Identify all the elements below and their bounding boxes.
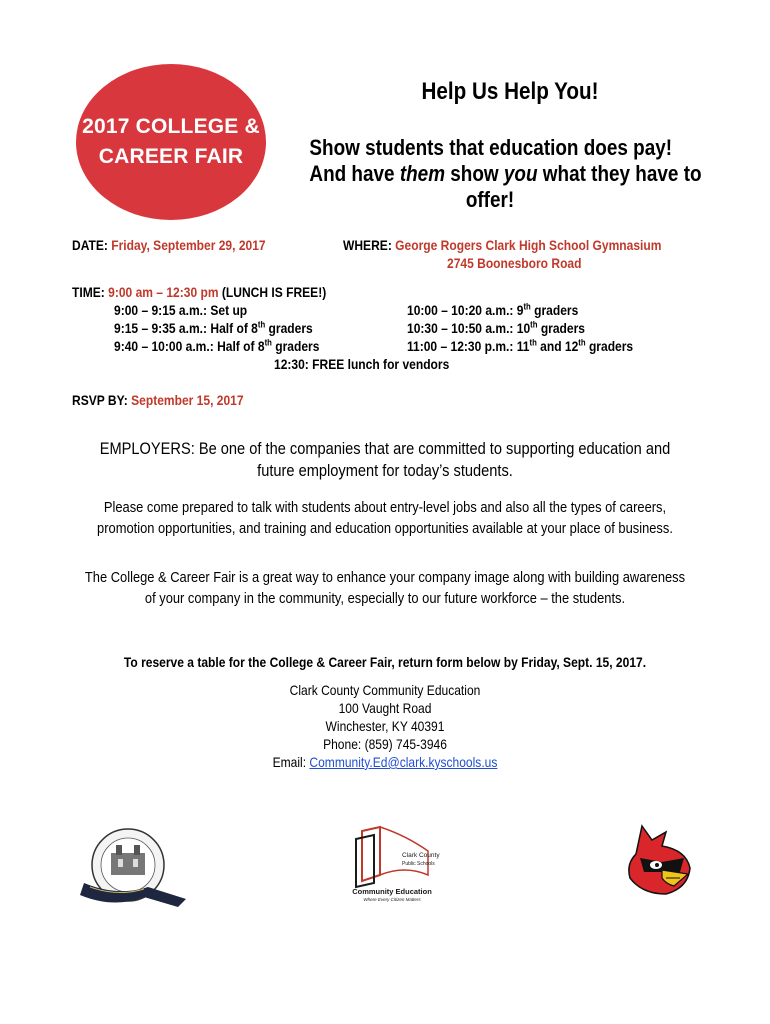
community-education-logo-icon: [350, 825, 440, 903]
contact-email-line: [213, 753, 557, 771]
where-address: 2745 Boonesboro Road: [447, 255, 582, 271]
logo-line-2: CAREER FAIR: [98, 145, 244, 168]
event-time: [72, 283, 326, 301]
fair-line-2: of your company in the community, especially to our future workforce – the students.: [144, 590, 626, 607]
time-note: (LUNCH IS FREE!): [221, 284, 327, 300]
time-label: TIME:: [72, 284, 105, 300]
email-label: Email:: [272, 754, 310, 770]
cardinal-mascot-icon: [622, 824, 696, 896]
schedule-left-3: [114, 337, 319, 355]
schedule-left-2: [114, 319, 313, 337]
where-label: WHERE:: [343, 237, 392, 253]
schedule-text: 9:40 – 10:00 a.m.: Half of 8: [114, 338, 265, 354]
schedule-text: and 12: [536, 338, 579, 354]
contact-phone: Phone: (859) 745-3946: [323, 736, 447, 752]
subtitle-emphasis-them: them: [399, 161, 446, 186]
fair-paragraph: [30, 567, 740, 609]
event-date: [72, 236, 266, 254]
time-value: 9:00 am – 12:30 pm: [108, 284, 219, 300]
rsvp-label: RSVP BY:: [72, 392, 128, 408]
schedule-text: 9:00 – 9:15 a.m.: Set up: [114, 302, 248, 318]
ce-logo-text-1: Clark County: [402, 852, 440, 859]
event-where: [343, 236, 661, 254]
contact-city: Winchester, KY 40391: [325, 718, 445, 734]
reserve-instruction: [30, 653, 740, 671]
contact-street: 100 Vaught Road: [338, 700, 432, 716]
prepare-line-1: Please come prepared to talk with students about entry-level jobs and also all the types of careers,: [103, 499, 667, 516]
schedule-text: 10:00 – 10:20 a.m.: 9: [407, 302, 524, 318]
schedule-text: 11:00 – 12:30 p.m.: 11: [407, 338, 530, 354]
subtitle-line-2: [309, 160, 702, 188]
employers-line-2: future employment for today’s students.: [257, 461, 513, 480]
ordinal-suffix: th: [578, 337, 586, 348]
schedule-right-3: [407, 337, 633, 355]
ordinal-suffix: th: [257, 319, 266, 330]
prepare-paragraph: [30, 497, 740, 539]
ce-logo-text-2: Public Schools: [402, 861, 435, 867]
schedule-right-2: [407, 319, 585, 337]
schedule-text: graders: [530, 302, 579, 318]
vendor-lunch: 12:30: FREE lunch for vendors: [274, 356, 450, 372]
email-link[interactable]: Community.Ed@clark.kyschools.us: [309, 754, 498, 770]
subtitle-text: And have: [309, 161, 400, 186]
rsvp: [72, 391, 244, 409]
schedule-text: graders: [537, 320, 585, 336]
subtitle-emphasis-you: you: [503, 161, 538, 186]
schedule-text: graders: [265, 320, 313, 336]
subtitle-text: what they have to: [537, 161, 702, 186]
contact-block: [185, 681, 585, 771]
ordinal-suffix: th: [264, 337, 272, 348]
contact-org: Clark County Community Education: [289, 682, 481, 698]
schedule-text: 10:30 – 10:50 a.m.: 10: [407, 320, 531, 336]
date-label: DATE:: [72, 237, 108, 253]
page-title: Help Us Help You!: [421, 78, 599, 105]
college-fair-logo: [76, 64, 266, 220]
employers-line-1: EMPLOYERS: Be one of the companies that are committed to supporting education and: [99, 439, 671, 458]
ce-logo-text-3: Community Education: [352, 887, 432, 896]
where-value: George Rogers Clark High School Gymnasium: [395, 237, 662, 253]
ordinal-suffix: th: [530, 319, 538, 330]
schedule-left-1: [114, 301, 247, 319]
reserve-text: To reserve a table for the College & Career Fair, return form below by Friday, Sept. 15, 2017.: [123, 654, 647, 670]
subtitle-text: show: [445, 161, 504, 186]
subtitle-line-1: Show students that education does pay!: [309, 135, 673, 160]
ordinal-suffix: th: [523, 301, 531, 312]
schedule-text: graders: [271, 338, 320, 354]
prepare-line-2: promotion opportunities, and training and education opportunities available at your place of business.: [97, 520, 673, 537]
logo-line-1: 2017 COLLEGE &: [82, 115, 260, 138]
chamber-of-commerce-seal-icon: [78, 825, 193, 910]
ce-logo-text-4: Where Every Citizen Matters: [363, 897, 421, 902]
subtitle-line-3: offer!: [465, 187, 515, 212]
fair-line-1: The College & Career Fair is a great way to enhance your company image along with building awareness: [84, 569, 686, 586]
schedule-right-1: [407, 301, 578, 319]
schedule-text: 9:15 – 9:35 a.m.: Half of 8: [114, 320, 258, 336]
ordinal-suffix: th: [529, 337, 537, 348]
rsvp-value: September 15, 2017: [131, 392, 244, 408]
date-value: Friday, September 29, 2017: [111, 237, 266, 253]
schedule-text: graders: [585, 338, 634, 354]
employers-paragraph: [30, 438, 740, 482]
